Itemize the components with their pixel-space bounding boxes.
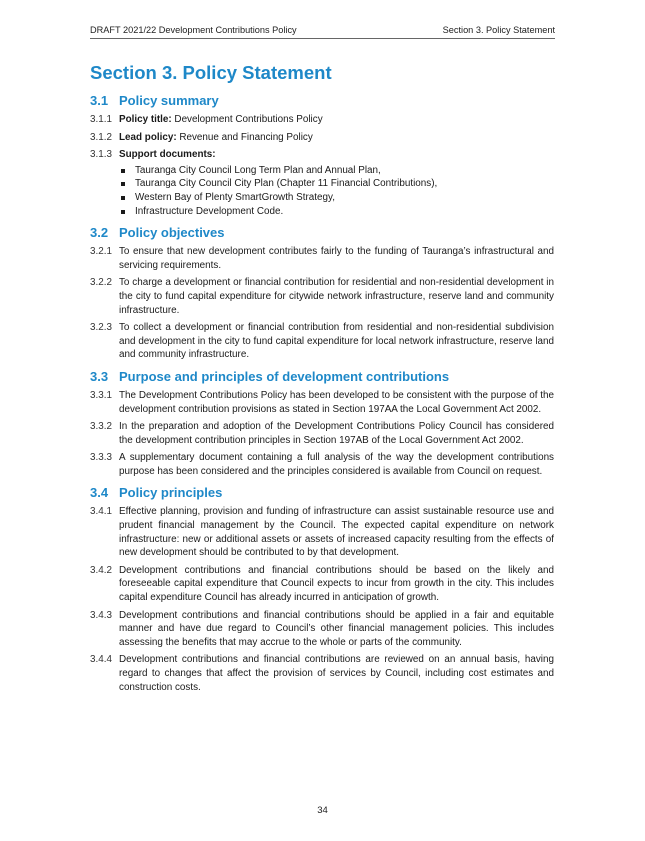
list-item: Tauranga City Council City Plan (Chapter 11 Financial Contributions), — [90, 177, 554, 191]
support-documents-list — [90, 164, 554, 218]
page-header — [90, 25, 555, 39]
clause-number: 3.1.1 — [90, 114, 112, 125]
clause-value: Revenue and Financing Policy — [176, 131, 313, 143]
clause-text: Development contributions and financial contributions should be applied in a fair and equitable manner and have due regard to Council’s other financial management policies. This includes assessing the benefits that may accrue to the whole or parts of the community. — [119, 609, 554, 648]
clause-text: In the preparation and adoption of the Development Contributions Policy Council has considered the development contribution principles in Section 197AB of the Local Government Act 2002. — [119, 421, 554, 446]
clause-number: 3.4.3 — [90, 609, 112, 621]
clause-number: 3.2.2 — [90, 277, 112, 289]
clause-text: To collect a development or financial contribution from residential and non-residential subdivision and development in the city to fund capital expenditure for local network infrastructure, reserve land and community infrastructure. — [119, 322, 554, 361]
section-number: 3.2 — [90, 225, 109, 241]
clause-number: 3.3.1 — [90, 389, 112, 401]
clause — [90, 505, 554, 559]
clause-text: Development contributions and financial contributions are reviewed on an annual basis, having regard to changes that affect the provision of services by Council, including cost estimates and construction costs. — [119, 654, 554, 693]
clause — [90, 276, 554, 317]
clause-label: Policy title: — [119, 114, 172, 125]
clause-number: 3.1.2 — [90, 131, 112, 143]
clause-number: 3.3.2 — [90, 421, 112, 433]
clause — [90, 321, 554, 362]
clause-number: 3.3.3 — [90, 452, 112, 464]
section-title: Purpose and principles of development contributions — [119, 368, 450, 384]
clause-number: 3.2.1 — [90, 246, 112, 258]
section-number: 3.1 — [90, 93, 109, 108]
clause-number: 3.1.3 — [90, 149, 112, 161]
clause-label: Support documents: — [119, 149, 216, 161]
bullet-icon — [119, 205, 135, 219]
document-body — [90, 62, 554, 700]
clause-text: The Development Contributions Policy has been developed to be consistent with the purpose of the development contribution provisions as stated in Section 197AA the Local Government Act 2002. — [119, 389, 554, 415]
clause-text: To charge a development or financial contribution for residential and non-residential development in the city to fund capital expenditure for citywide network infrastructure, reserve land and community infrastructure. — [119, 277, 554, 316]
clause-text — [119, 131, 554, 145]
bullet-icon — [119, 177, 135, 191]
page-number: 34 — [317, 805, 328, 816]
clause — [90, 451, 554, 478]
section-policy-principles — [90, 484, 554, 694]
bullet-icon — [119, 164, 135, 178]
clause-number: 3.4.4 — [90, 654, 112, 666]
section-heading — [90, 484, 554, 501]
clause — [90, 148, 554, 162]
clause-text — [119, 113, 554, 127]
clause — [90, 113, 554, 127]
section-heading — [90, 92, 554, 109]
clause — [90, 609, 554, 650]
section-title: Policy objectives — [119, 225, 225, 241]
header-left-title: DRAFT 2021/22 Development Contributions Policy — [90, 25, 297, 35]
clause-label: Lead policy: — [119, 131, 177, 143]
clause-number: 3.4.2 — [90, 564, 112, 576]
clause-text: Development contributions and financial contributions should be based on the likely and foreseeable capital expenditure that Council expects to incur from growth in the city. This includes capital expenditure Council has already incurred in anticipation of growth. — [119, 564, 554, 604]
clause — [90, 564, 554, 605]
clause — [90, 653, 554, 694]
section-number: 3.3 — [90, 368, 109, 384]
section-purpose-principles — [90, 368, 554, 479]
clause-value: Development Contributions Policy — [171, 114, 323, 125]
clause — [90, 245, 554, 272]
page-title: Section 3. Policy Statement — [90, 62, 332, 83]
section-title: Policy principles — [119, 485, 223, 501]
clause — [90, 389, 554, 416]
clause — [90, 131, 554, 145]
clause-number: 3.4.1 — [90, 506, 112, 518]
header-right-section: Section 3. Policy Statement — [442, 25, 555, 35]
section-title: Policy summary — [119, 93, 219, 108]
list-item: Infrastructure Development Code. — [90, 205, 554, 219]
clause — [90, 420, 554, 447]
list-item: Tauranga City Council Long Term Plan and Annual Plan, — [90, 164, 554, 178]
clause-number: 3.2.3 — [90, 322, 112, 334]
list-item: Western Bay of Plenty SmartGrowth Strategy, — [90, 191, 554, 205]
clause-text: To ensure that new development contributes fairly to the funding of Tauranga’s infrastructural and servicing requirements. — [119, 246, 554, 271]
clause-text — [119, 148, 554, 162]
bullet-icon — [119, 191, 135, 205]
clause-text: Effective planning, provision and funding of infrastructure can assist sustainable resource use and prudent financial management by the Council. The expected capital expenditure on network infrastructure: new or additional assets or assets of increased capacity resulting from the effects of new development should be contributed to by that development. — [119, 506, 554, 559]
section-policy-summary — [90, 92, 554, 218]
section-policy-objectives — [90, 224, 554, 362]
section-heading — [90, 224, 554, 241]
clause-text: A supplementary document containing a full analysis of the way the development contributions purpose has been considered and the principles considered is available from Council on request. — [119, 452, 554, 477]
section-number: 3.4 — [90, 485, 109, 501]
section-heading — [90, 368, 554, 385]
